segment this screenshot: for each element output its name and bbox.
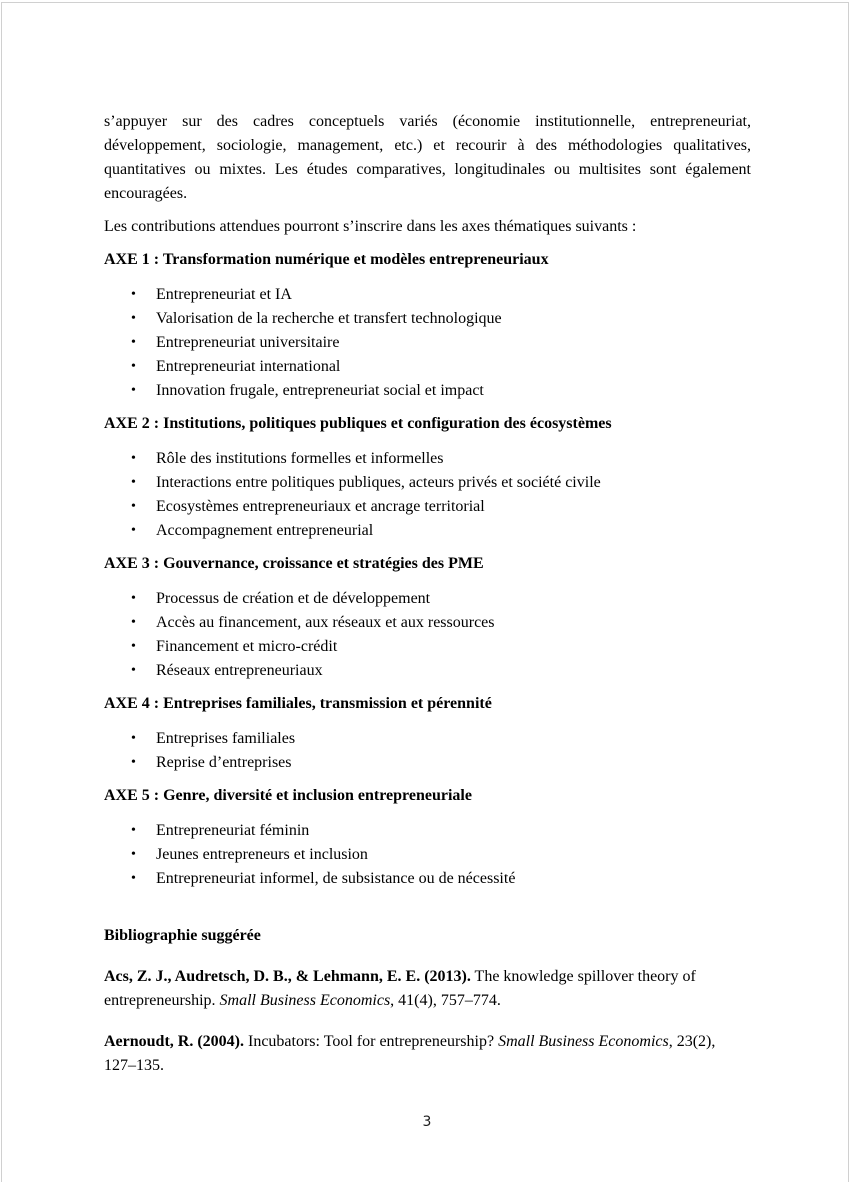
axe-4-heading: AXE 4 : Entreprises familiales, transmission et pérennité	[104, 695, 492, 712]
list-item	[104, 635, 751, 659]
page-number: 3	[422, 1114, 432, 1130]
reference-details: , 41(4), 757–774.	[390, 992, 501, 1009]
axe-4-list	[104, 727, 751, 775]
axe-2-list	[104, 447, 751, 543]
reference-entry	[104, 1030, 751, 1078]
list-item	[104, 751, 751, 775]
bullet-icon: •	[131, 731, 136, 746]
list-item	[104, 727, 751, 751]
reference-title: Incubators: Tool for entrepreneurship?	[244, 1033, 499, 1050]
list-item	[104, 307, 751, 331]
page-content	[104, 110, 751, 1078]
list-item	[104, 519, 751, 543]
axe-1-list	[104, 283, 751, 403]
intro-paragraph: s’appuyer sur des cadres conceptuels variés (économie institutionnelle, entrepreneuriat, développement, sociologie, management, etc.) et recourir à des méthodologies qualitatives, quantitatives ou mixtes. Les études comparatives, longitudinales ou multisites sont également encouragées.	[104, 113, 751, 202]
bullet-icon: •	[131, 311, 136, 326]
bullet-icon: •	[131, 591, 136, 606]
list-item	[104, 867, 751, 891]
axe-1-heading: AXE 1 : Transformation numérique et modèles entrepreneuriaux	[104, 251, 549, 268]
list-item-text: Interactions entre politiques publiques, acteurs privés et société civile	[156, 474, 601, 491]
bullet-icon: •	[131, 823, 136, 838]
reference-authors: Aernoudt, R. (2004).	[104, 1033, 244, 1050]
axe-5-heading: AXE 5 : Genre, diversité et inclusion entrepreneuriale	[104, 787, 472, 804]
list-item-text: Entreprises familiales	[156, 730, 296, 747]
document-page	[1, 2, 849, 1182]
axe-3-list	[104, 587, 751, 683]
reference-entry	[104, 965, 751, 1013]
list-item-text: Entrepreneuriat international	[156, 358, 341, 375]
list-item-text: Accompagnement entrepreneurial	[156, 522, 374, 539]
axe-4-section	[104, 692, 751, 775]
list-item-text: Financement et micro-crédit	[156, 638, 338, 655]
list-item-text: Innovation frugale, entrepreneuriat social et impact	[156, 382, 484, 399]
bullet-icon: •	[131, 359, 136, 374]
reference-authors: Acs, Z. J., Audretsch, D. B., & Lehmann, E. E. (2013).	[104, 968, 471, 985]
list-item-text: Réseaux entrepreneuriaux	[156, 662, 323, 679]
axe-1-section	[104, 248, 751, 403]
list-item-text: Valorisation de la recherche et transfert technologique	[156, 310, 502, 327]
bullet-icon: •	[131, 383, 136, 398]
list-item	[104, 495, 751, 519]
list-item-text: Entrepreneuriat informel, de subsistance ou de nécessité	[156, 870, 516, 887]
bullet-icon: •	[131, 847, 136, 862]
reference-details: , 23(2), 127–135.	[104, 1033, 716, 1074]
list-item	[104, 611, 751, 635]
list-item	[104, 659, 751, 683]
bullet-icon: •	[131, 451, 136, 466]
axe-3-heading: AXE 3 : Gouvernance, croissance et stratégies des PME	[104, 555, 484, 572]
axes-intro-paragraph: Les contributions attendues pourront s’inscrire dans les axes thématiques suivants :	[104, 218, 637, 235]
list-item-text: Rôle des institutions formelles et informelles	[156, 450, 444, 467]
axe-5-list	[104, 819, 751, 891]
bullet-icon: •	[131, 499, 136, 514]
bullet-icon: •	[131, 755, 136, 770]
reference-journal: Small Business Economics	[219, 992, 391, 1009]
list-item	[104, 819, 751, 843]
bullet-icon: •	[131, 663, 136, 678]
reference-title: The knowledge spillover theory of entrepreneurship.	[104, 968, 696, 1009]
list-item	[104, 331, 751, 355]
list-item	[104, 471, 751, 495]
bullet-icon: •	[131, 475, 136, 490]
bullet-icon: •	[131, 639, 136, 654]
axe-5-section	[104, 784, 751, 891]
axe-3-section	[104, 552, 751, 683]
axe-2-section	[104, 412, 751, 543]
list-item	[104, 447, 751, 471]
bullet-icon: •	[131, 287, 136, 302]
bullet-icon: •	[131, 615, 136, 630]
list-item-text: Entrepreneuriat universitaire	[156, 334, 340, 351]
list-item-text: Entrepreneuriat féminin	[156, 822, 310, 839]
reference-journal: Small Business Economics	[498, 1033, 669, 1050]
list-item	[104, 283, 751, 307]
list-item-text: Accès au financement, aux réseaux et aux ressources	[156, 614, 495, 631]
list-item	[104, 379, 751, 403]
list-item	[104, 587, 751, 611]
bullet-icon: •	[131, 523, 136, 538]
list-item-text: Processus de création et de développement	[156, 590, 431, 607]
list-item-text: Reprise d’entreprises	[156, 754, 292, 771]
list-item-text: Ecosystèmes entrepreneuriaux et ancrage territorial	[156, 498, 485, 515]
axe-2-heading: AXE 2 : Institutions, politiques publiques et configuration des écosystèmes	[104, 415, 612, 432]
bibliography-section	[104, 924, 751, 1078]
list-item-text: Entrepreneuriat et IA	[156, 286, 292, 303]
list-item	[104, 843, 751, 867]
bibliography-heading: Bibliographie suggérée	[104, 927, 261, 944]
list-item-text: Jeunes entrepreneurs et inclusion	[156, 846, 368, 863]
bullet-icon: •	[131, 871, 136, 886]
list-item	[104, 355, 751, 379]
bullet-icon: •	[131, 335, 136, 350]
